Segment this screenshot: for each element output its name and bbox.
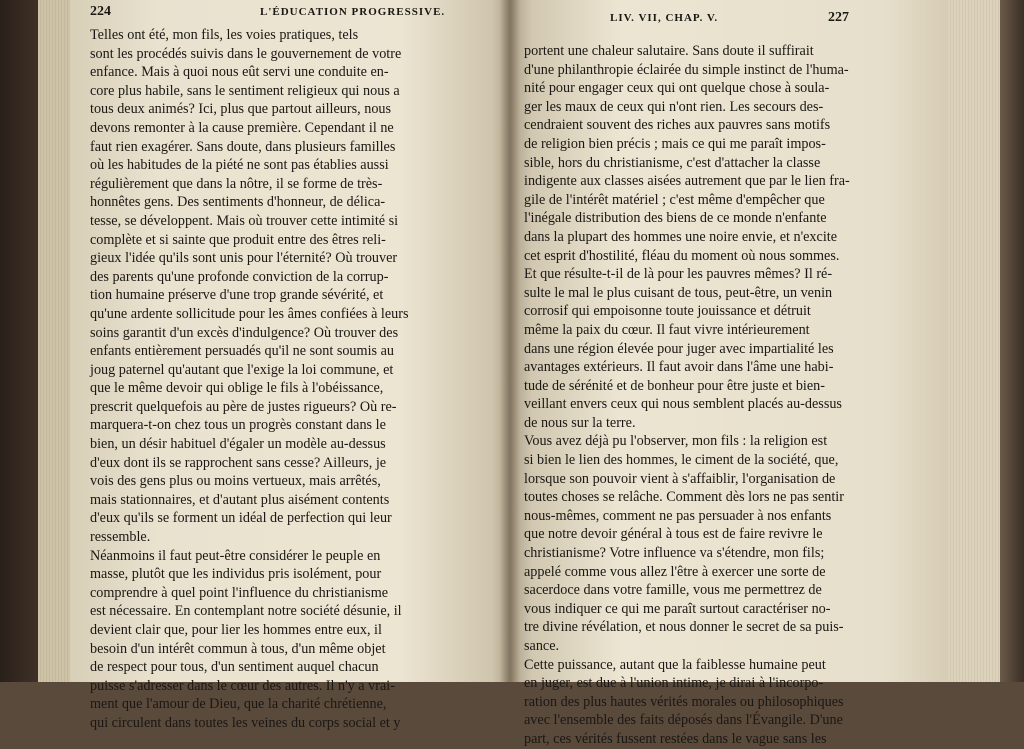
text-line: joug paternel qu'autant que l'exige la loi commune, et: [90, 361, 394, 378]
left-page: [70, 0, 510, 731]
text-line: ration des plus hautes vérités morales ou philosophiques: [524, 693, 844, 710]
text-line: corrosif qui empoisonne toute jouissance et détruit: [524, 303, 811, 320]
text-line: masse, plutôt que les individus pris isolément, pour: [90, 566, 382, 583]
text-line: de nous sur la terre.: [524, 414, 636, 431]
text-line: Vous avez déjà pu l'observer, mon fils : la religion est: [524, 433, 828, 450]
text-line: core plus habile, sans le sentiment religieux qui nous a: [90, 82, 400, 99]
text-line: indigente aux classes aisées autrement que par le lien fra-: [524, 173, 850, 190]
text-line: ressemble.: [90, 529, 151, 546]
text-line: devient clair que, pour lier les hommes entre eux, il: [90, 622, 382, 638]
text-line: puisse s'adresser dans le cœur des autres. Il n'y a vrai-: [90, 677, 395, 694]
text-line: de religion bien précis ; mais ce qui me paraît impos-: [524, 135, 826, 152]
text-line: tesse, se développent. Mais où trouver cette intimité si: [90, 212, 399, 229]
text-line: d'eux dont ils se rapprochent sans cesse? Ailleurs, je: [90, 454, 387, 471]
text-line: Et que résulte-t-il de là pour les pauvres mêmes? Il ré-: [524, 266, 833, 283]
text-line: faut rien exagérer. Sans doute, dans plusieurs familles: [90, 138, 396, 155]
text-line: marquera-t-on chez tous un progrès constant dans le: [90, 417, 386, 434]
text-line: est nécessaire. En contemplant notre société désunie, il: [90, 603, 402, 620]
text-line: enfance. Mais à quoi nous eût servi une conduite en-: [90, 64, 389, 81]
text-line: ment que l'amour de Dieu, que la charité chrétienne,: [90, 696, 387, 713]
text-line: même la paix du cœur. Il faut vivre intérieurement: [524, 321, 810, 338]
left-page-number: 224: [90, 4, 111, 19]
right-page: [510, 0, 950, 747]
text-line: sible, hors du christianisme, c'est d'attacher la classe: [524, 154, 821, 171]
text-line: portent une chaleur salutaire. Sans doute il suffirait: [524, 43, 814, 59]
text-line: sacerdoce dans votre famille, vous me permettrez de: [524, 582, 822, 599]
left-page-text: [90, 26, 498, 733]
text-line: dans une région élevée pour juger avec impartialité les: [524, 340, 834, 357]
text-line: d'une philanthropie éclairée du simple instinct de l'huma-: [524, 61, 849, 78]
text-line: complète et si sainte que produit entre des êtres reli-: [90, 231, 386, 248]
text-line: honnêtes gens. Des sentiments d'honneur, de délica-: [90, 194, 386, 211]
text-line: de respect pour tous, d'un sentiment auquel chacun: [90, 659, 379, 676]
text-line: ger les maux de ceux qui n'ont rien. Les secours des-: [524, 98, 824, 115]
text-line: Cette puissance, autant que la faiblesse humaine peut: [524, 656, 826, 673]
text-line: gile de l'intérêt matériel ; c'est même d'empêcher que: [524, 191, 825, 208]
text-line: veillant envers ceux qui nous semblent placés au-dessus: [524, 396, 842, 413]
text-line: tre divine révélation, et nous donner le secret de sa puis-: [524, 619, 844, 636]
right-running-header: LIV. VII, CHAP. V.: [610, 12, 719, 24]
text-line: cet esprit d'hostilité, fléau du moment où nous sommes.: [524, 247, 840, 264]
text-line: où les habitudes de la piété ne sont pas établies aussi: [90, 157, 389, 174]
text-line: qui circulent dans toutes les veines du corps social et y: [90, 714, 401, 731]
text-line: tous deux animés? Ici, plus que partout ailleurs, nous: [90, 101, 392, 118]
text-line: que notre devoir général à tous est de faire revivre le: [524, 526, 823, 543]
text-line: avec l'ensemble des faits déposés dans l'Évangile. D'une: [524, 712, 843, 729]
text-line: vous indiquer ce qui me paraît surtout caractériser no-: [524, 600, 831, 617]
text-line: tude de sérénité et de bonheur pour être juste et bien-: [524, 377, 825, 394]
text-line: enfants entièrement persuadés qu'il ne sont soumis au: [90, 343, 394, 360]
text-line: part, ces vérités fussent restées dans le vague sans les: [524, 730, 827, 747]
text-line: comprendre à quel point l'influence du christianisme: [90, 584, 389, 601]
text-line: des parents qu'une profonde conviction de la corrup-: [90, 268, 389, 285]
page-edges-right: [948, 0, 1000, 682]
text-line: qu'une ardente sollicitude pour les âmes confiées à leurs: [90, 305, 409, 322]
text-line: bien, un désir habituel d'égaler un modèle au-dessus: [90, 436, 386, 453]
text-line: mais stationnaires, et d'autant plus aisément contents: [90, 491, 390, 508]
text-line: sont les procédés suivis dans le gouvernement de votre: [90, 45, 402, 62]
book-gutter: [500, 0, 520, 682]
text-line: sulte le mal le plus cuisant de tous, peut-être, un venin: [524, 284, 833, 301]
left-running-header: L'ÉDUCATION PROGRESSIVE.: [260, 6, 446, 18]
text-line: christianisme? Votre influence va s'étendre, mon fils;: [524, 545, 825, 562]
text-line: sance.: [524, 638, 560, 654]
book-cover-right: [1000, 0, 1024, 682]
text-line: nité pour engager ceux qui ont quelque chose à soula-: [524, 80, 830, 97]
right-page-number: 227: [828, 10, 849, 25]
text-line: prescrit quelquefois au père de justes rigueurs? Où re-: [90, 398, 397, 415]
text-line: gieux l'idée qu'ils sont unis pour l'éternité? Où trouver: [90, 250, 398, 267]
text-line: nous-mêmes, comment ne pas persuader à nos enfants: [524, 507, 832, 524]
text-line: d'eux qu'ils se forment un idéal de perfection qui leur: [90, 510, 392, 527]
text-line: soins garantit d'un excès d'indulgence? Où trouver des: [90, 324, 399, 341]
text-line: Néanmoins il faut peut-être considérer le peuple en: [90, 547, 381, 564]
text-line: que le même devoir qui oblige le fils à l'obéissance,: [90, 380, 384, 397]
text-line: dans la plupart des hommes une noire envie, et n'excite: [524, 228, 838, 245]
text-line: régulièrement que dans la nôtre, il se forme de très-: [90, 175, 383, 192]
text-line: Telles ont été, mon fils, les voies pratiques, tels: [90, 27, 359, 43]
right-page-text: [524, 42, 934, 749]
text-line: toutes choses se relâche. Comment dès lors ne pas sentir: [524, 489, 844, 506]
text-line: si bien le lien des hommes, le ciment de la société, que,: [524, 452, 839, 469]
text-line: lorsque son pouvoir vient à s'affaiblir, l'organisation de: [524, 470, 836, 487]
text-line: devons remonter à la cause première. Cependant il ne: [90, 119, 394, 136]
text-line: besoin d'un intérêt commun à tous, d'un même objet: [90, 640, 386, 657]
text-line: cendraient souvent des riches aux pauvres sans motifs: [524, 117, 831, 134]
text-line: vois des gens plus ou moins vertueux, mais arrêtés,: [90, 473, 381, 490]
page-edges-left: [38, 0, 72, 682]
text-line: tion humaine préserve d'une trop grande sévérité, et: [90, 287, 384, 304]
text-line: l'inégale distribution des biens de ce monde n'enfante: [524, 210, 827, 227]
text-line: appelé comme vous allez l'être à exercer une sorte de: [524, 563, 826, 580]
text-line: en juger, est due à l'union intime, je dirai à l'incorpo-: [524, 675, 824, 692]
text-line: avantages extérieurs. Il faut avoir dans l'âme une habi-: [524, 359, 834, 376]
